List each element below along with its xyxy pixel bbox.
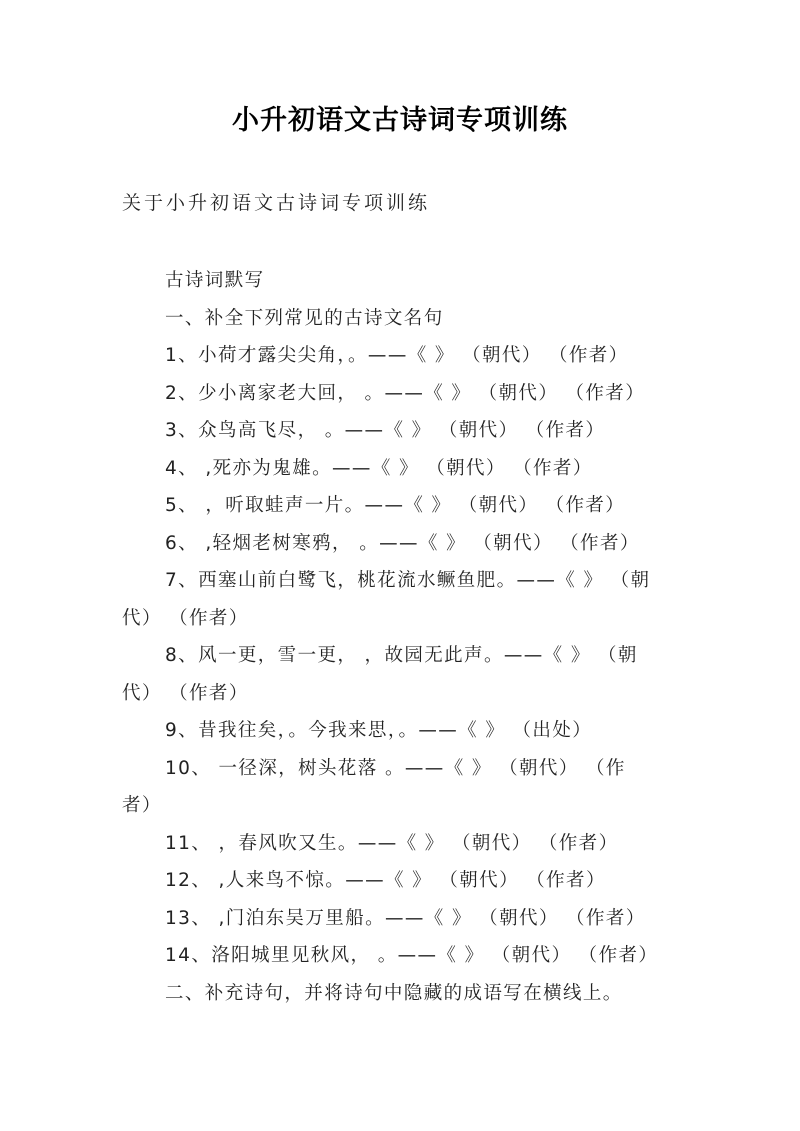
- part-two-heading: 二、补充诗句，并将诗句中隐藏的成语写在横线上。: [165, 982, 623, 1004]
- question-line: 13、 ,门泊东吴万里船。——《 》 （朝代） （作者）: [165, 907, 646, 929]
- question-line: 5、 ，听取蛙声一片。——《 》 （朝代） （作者）: [165, 495, 626, 516]
- question-line: 9、昔我往矣，。今我来思，。——《 》 （出处）: [165, 720, 593, 741]
- question-line: 1、小荷才露尖尖角，。——《 》 （朝代） （作者）: [165, 345, 629, 366]
- section-heading: 古诗词默写: [165, 270, 265, 291]
- question-line: 4、 ,死亦为鬼雄。——《 》 （朝代） （作者）: [165, 457, 593, 479]
- question-line: 3、众鸟高飞尽， 。——《 》 （朝代） （作者）: [165, 420, 606, 441]
- question-line: 2、少小离家老大回， 。——《 》 （朝代） （作者）: [165, 382, 646, 404]
- question-line: 6、 ,轻烟老树寒鸦， 。——《 》 （朝代） （作者）: [165, 532, 640, 554]
- part-one-heading: 一、补全下列常见的古诗文名句: [165, 307, 444, 329]
- question-line: 8、风一更，雪一更， ，故园无此声。——《 》 （朝: [165, 645, 638, 666]
- question-line: 7、西塞山前白鹭飞，桃花流水鳜鱼肥。——《 》 （朝: [165, 570, 651, 591]
- question-line-continuation: 者）: [122, 795, 162, 816]
- document-title: 小升初语文古诗词专项训练: [232, 105, 568, 136]
- question-line: 12、 ,人来鸟不惊。——《 》 （朝代） （作者）: [165, 870, 606, 891]
- question-line-continuation: 代） （作者）: [122, 682, 249, 704]
- document-body: [122, 262, 692, 1012]
- question-line-continuation: 代） （作者）: [122, 607, 249, 629]
- question-line: 11、 ，春风吹又生。——《 》 （朝代） （作者）: [165, 832, 619, 854]
- question-line: 10、 一径深，树头花落 。——《 》 （朝代） （作: [165, 757, 626, 779]
- question-line: 14、洛阳城里见秋风， 。——《 》 （朝代） （作者）: [165, 945, 659, 966]
- document-subtitle: 关于小升初语文古诗词专项训练: [122, 192, 431, 214]
